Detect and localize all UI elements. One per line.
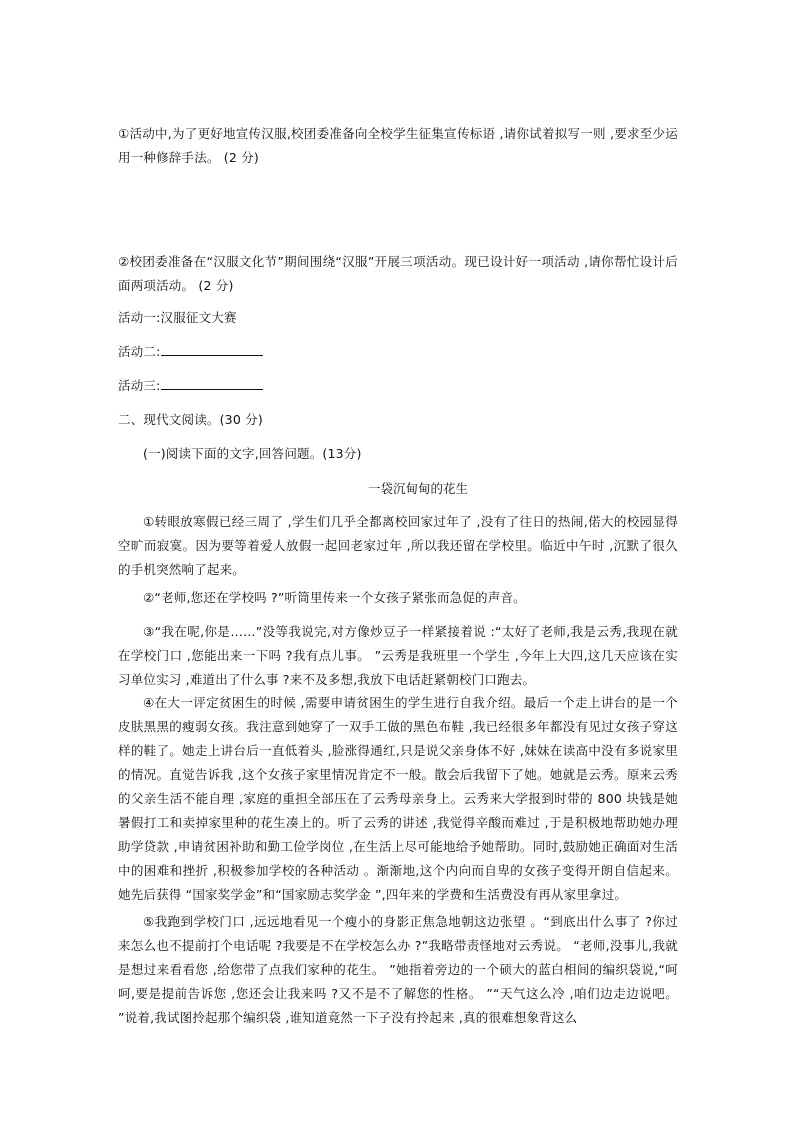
paragraph-3 <box>118 620 678 692</box>
question-1-text: ①活动中,为了更好地宣传汉服,校团委准备向全校学生征集宣传标语 ,请你试着拟写一则 ,要求至少运用一种修辞手法。 (2 分) <box>118 126 678 165</box>
activity-2 <box>118 340 678 364</box>
paragraph-2 <box>118 586 678 610</box>
paragraph-2-text: ②“老师,您还在学校吗 ?”听筒里传来一个女孩子紧张而急促的声音。 <box>143 590 526 605</box>
activity-2-label: 活动二: <box>118 344 161 359</box>
activity-1-text: 活动一:汉服征文大赛 <box>118 310 237 325</box>
subsection-1-heading <box>118 442 678 466</box>
paragraph-1-text: ①转眼放寒假已经三周了 ,学生们几乎全都离校回家过年了 ,没有了往日的热闹,偌大的校园显得空旷而寂寞。因为要等着爱人放假一起回老家过年 ,所以我还留在学校里。临近中午时 ,沉默了很久的手机突然响了起来。 <box>118 514 678 577</box>
subsection-1-text: (一)阅读下面的文字,回答问题。(13分) <box>143 446 362 461</box>
question-2-text: ②校团委准备在“汉服文化节”期间围绕“汉服”开展三项活动。现已设计好一项活动 ,请你帮忙设计后面两项活动。 (2 分) <box>118 254 678 293</box>
paragraph-5-text: ⑤我跑到学校门口 ,远远地看见一个瘦小的身影正焦急地朝这边张望 。“到底出什么事了 ?你过来怎么也不提前打个电话呢 ?我要是不在学校怎么办 ?”我略带责怪地对云秀说。 “老师,没事儿,我就是想过来看看您 ,给您带了点我们家种的花生。 ”她指着旁边的一个硕大的蓝白相间的编织袋说,“呵呵,要是提前告诉您 ,您还会让我来吗 ?又不是不了解您的性格。 ”“天气这么冷 ,咱们边走边说吧。 ”说着,我试图拎起那个编织袋 ,谁知道竟然一下子没有拎起来 ,真的很难想象背这么 <box>118 914 678 1025</box>
paragraph-4 <box>118 691 678 907</box>
paragraph-4-text: ④在大一评定贫困生的时候 ,需要申请贫困生的学生进行自我介绍。最后一个走上讲台的是一个皮肤黑黑的瘦弱女孩。我注意到她穿了一双手工做的黑色布鞋 ,我已经很多年都没有见过女孩子穿这样的鞋了。她走上讲台后一直低着头 ,脸涨得通红,只是说父亲身体不好 ,妹妹在读高中没有多说家里的情况。直觉告诉我 ,这个女孩子家里情况肯定不一般。散会后我留下了她。她就是云秀。原来云秀的父亲生活不能自理 ,家庭的重担全部压在了云秀母亲身上。云秀来大学报到时带的 800 块钱是她暑假打工和卖掉家里种的花生凑上的。听了云秀的讲述 ,我觉得辛酸而难过 ,于是积极地帮助她办理助学贷款 ,申请贫困补助和勤工俭学岗位 ,在生活上尽可能地给予她帮助。同时,鼓励她正确面对生活中的困难和挫折 ,积极参加学校的各种活动 。渐渐地,这个内向而自卑的女孩子变得开朗自信起来。她先后获得 “国家奖学金”和“国家励志奖学金 ”,四年来的学费和生活费没有再从家里拿过。 <box>118 695 678 902</box>
activity-3-blank[interactable] <box>161 375 263 390</box>
question-1 <box>118 122 678 170</box>
activity-2-blank[interactable] <box>161 341 263 356</box>
paragraph-5 <box>118 910 678 1030</box>
paragraph-3-text: ③“我在呢,你是……”没等我说完,对方像炒豆子一样紧接着说 :“太好了老师,我是云秀,我现在就在学校门口 ,您能出来一下吗 ?我有点儿事。 ”云秀是我班里一个学生 ,今年上大四,这几天应该在实习单位实习 ,难道出了什么事 ?来不及多想,我放下电话赶紧朝校门口跑去。 <box>118 624 678 687</box>
activity-3-label: 活动三: <box>118 378 161 393</box>
activity-1 <box>118 306 678 330</box>
section-2-heading <box>118 408 678 432</box>
paragraph-1 <box>118 510 678 582</box>
section-2-text: 二、现代文阅读。(30 分) <box>118 412 263 427</box>
story-title: 一袋沉甸甸的花生 <box>367 481 468 496</box>
question-2 <box>118 250 678 298</box>
activity-3 <box>118 374 678 398</box>
